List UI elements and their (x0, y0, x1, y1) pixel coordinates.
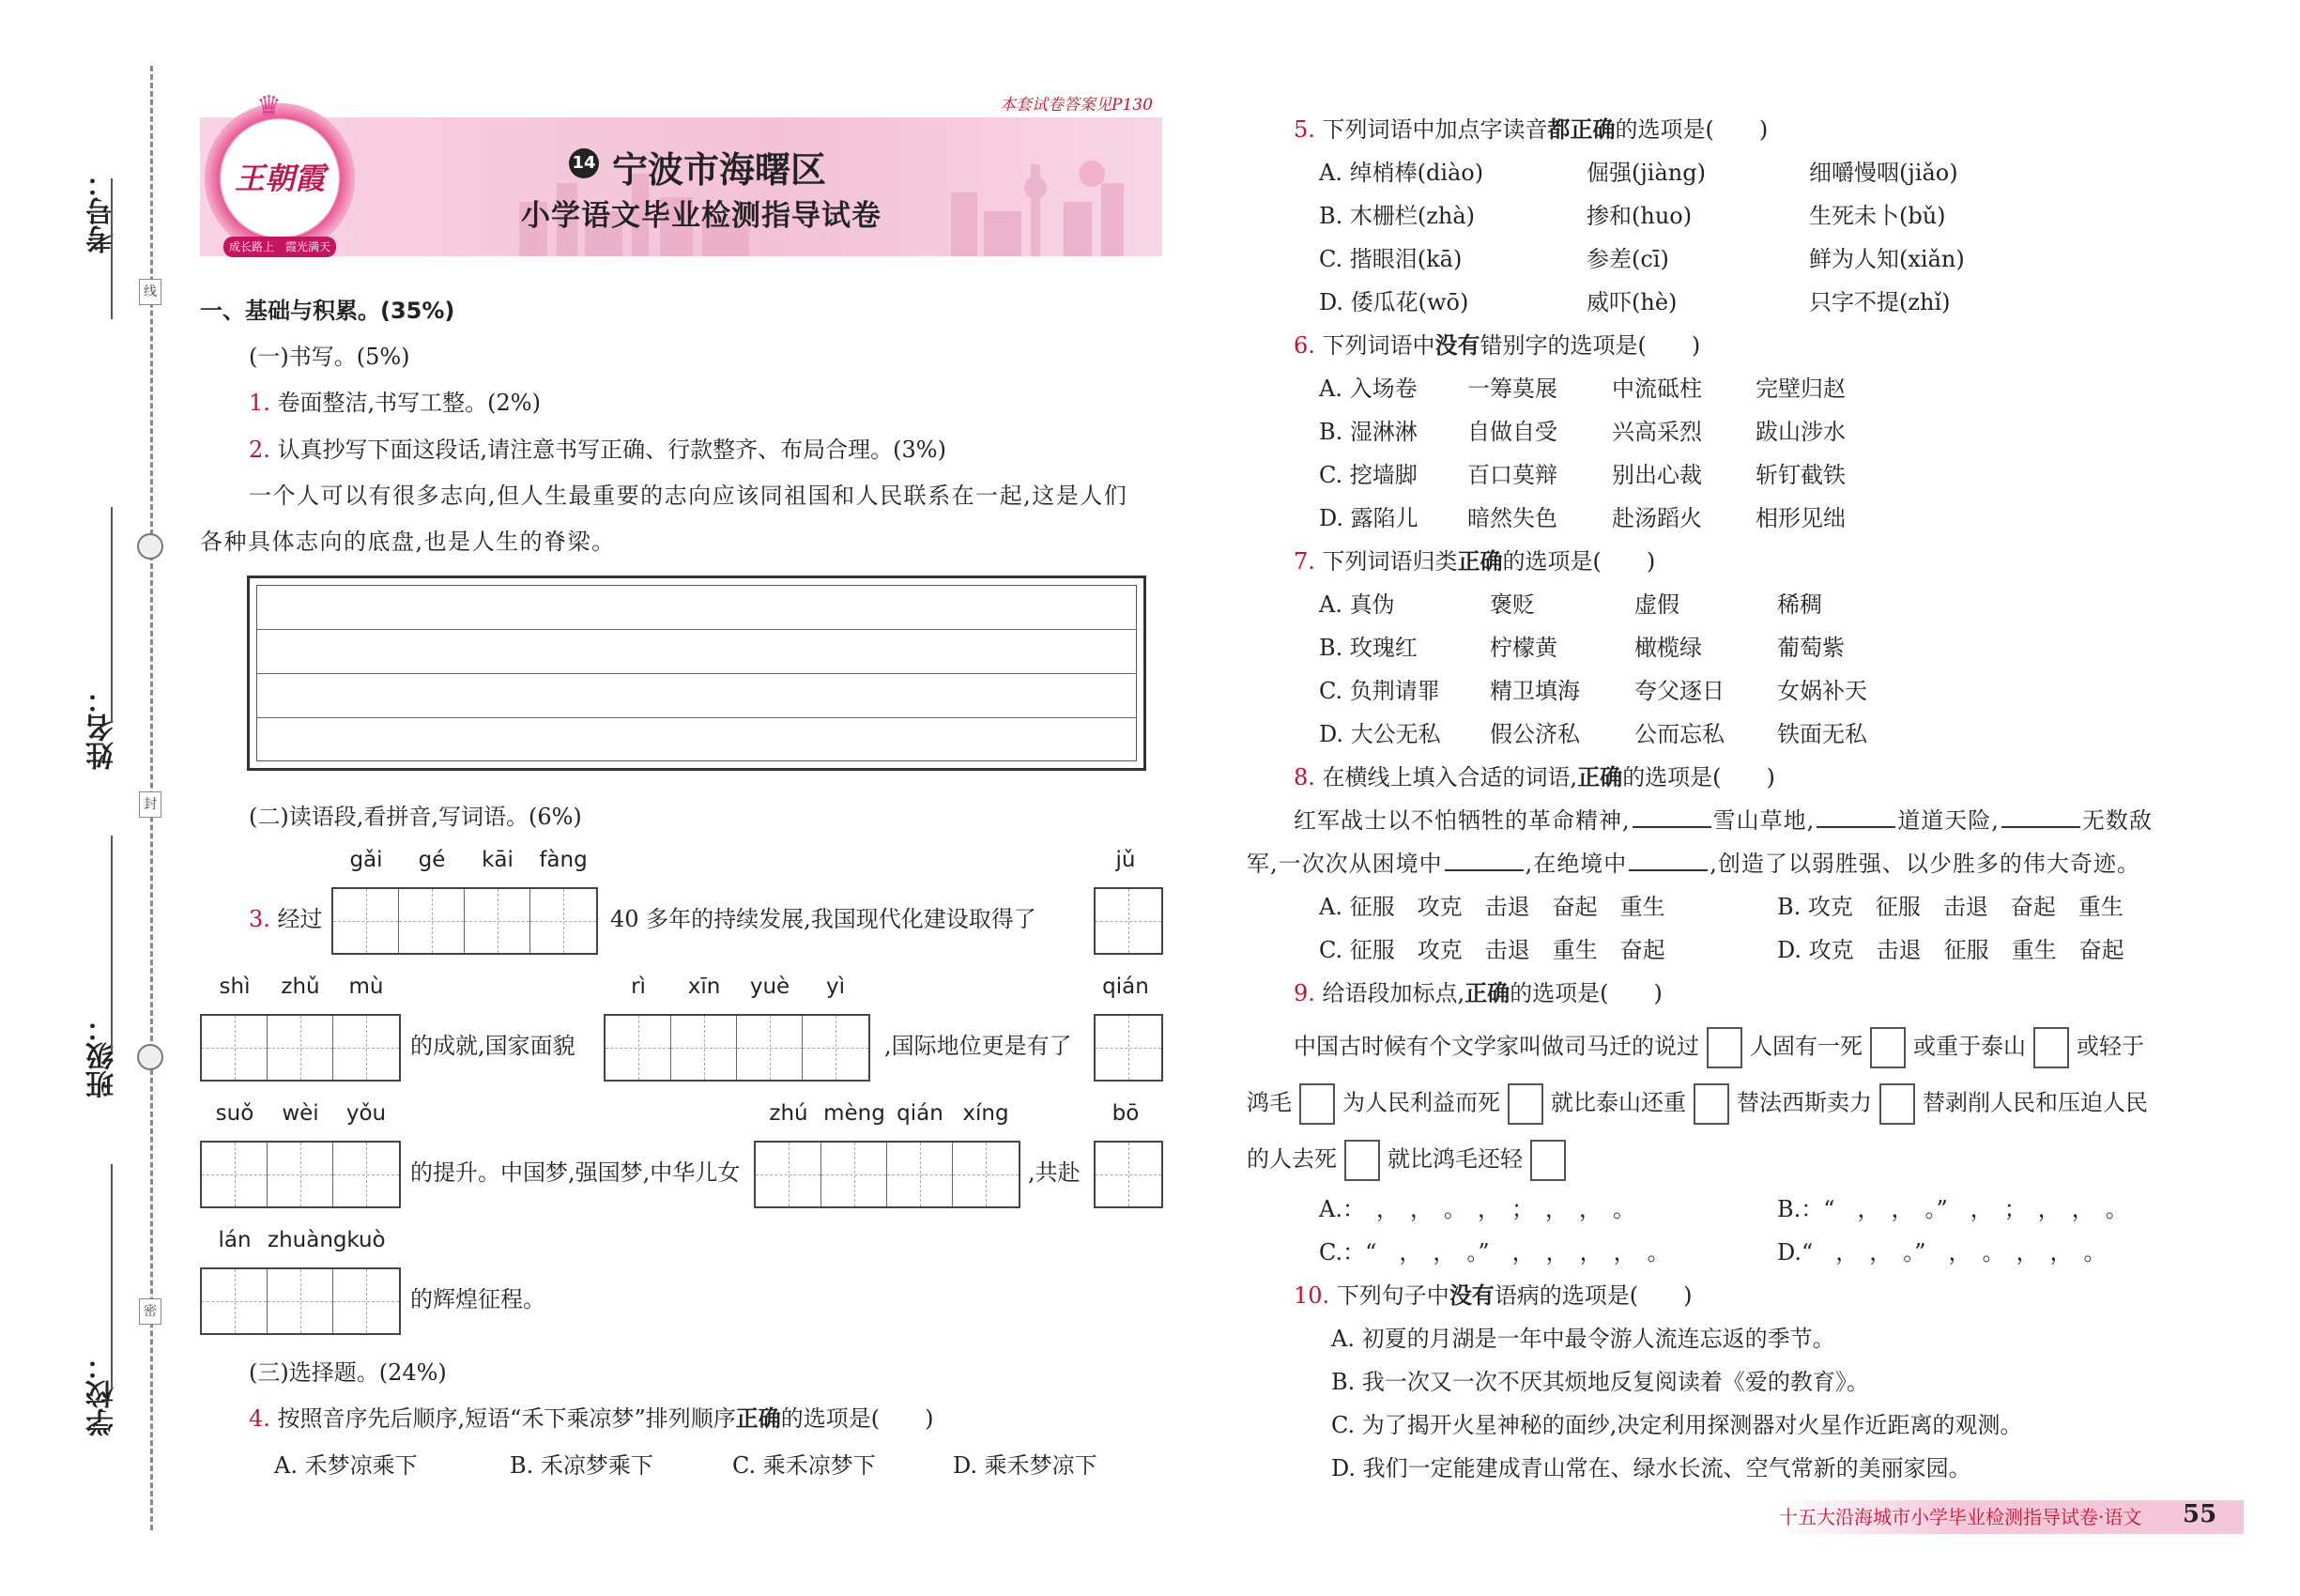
answer-grid-shizhumu[interactable] (200, 1014, 401, 1082)
punct-box[interactable] (1694, 1083, 1729, 1125)
subsection-writing: (一)书写。(5%) (249, 344, 410, 370)
q7-number: 7. (1294, 548, 1315, 575)
label-name: 姓名： (86, 685, 119, 770)
pinyin: gé (418, 848, 446, 872)
q7-option-a[interactable]: A. 真伪 (1319, 591, 1395, 618)
q1-number: 1. (249, 390, 270, 416)
answer-reference: 本套试卷答案见P130 (1000, 96, 1153, 115)
q9-passage-line-2 (1247, 1083, 2148, 1125)
q9-l2-b: 为人民利益而死 (1342, 1089, 1500, 1116)
pinyin: gǎi (349, 848, 383, 872)
exam-number-badge: 14 (569, 148, 599, 178)
q6-word: 斩钉截铁 (1756, 462, 1846, 488)
q6-word: 自做自受 (1467, 419, 1557, 445)
q6-word: 完壁归赵 (1756, 376, 1846, 402)
q7-word: 柠檬黄 (1490, 635, 1557, 661)
q5-option-b-1[interactable]: B. 木栅栏(zhà) (1319, 203, 1476, 229)
q9-option-b[interactable]: B.：“ ， ， 。” ， ； ， ， 。 (1777, 1196, 2128, 1222)
question-5 (1294, 115, 1768, 145)
punct-box[interactable] (1879, 1083, 1915, 1125)
q8-p1-b: 雪山草地, (1712, 807, 1816, 834)
q10-option-c[interactable]: C. 为了揭开火星神秘的面纱,决定利用探测器对火星作近距离的观测。 (1331, 1412, 2023, 1438)
pinyin: mù (348, 974, 384, 999)
q7-word: 橄榄绿 (1634, 635, 1702, 661)
q10-text-a: 下列句子中 (1336, 1282, 1449, 1309)
q8-p1-a: 红军战士以不怕牺牲的革命精神, (1294, 807, 1631, 834)
q4-option-d[interactable]: D. 乘禾梦凉下 (953, 1452, 1097, 1479)
answer-grid-lanzhuangkuo[interactable] (200, 1267, 401, 1335)
q7-option-d[interactable]: D. 大公无私 (1319, 721, 1441, 747)
q5-option-b-2: 掺和(huo) (1587, 203, 1693, 229)
q6-text-b: 错别字的选项是( ) (1480, 332, 1701, 359)
q8-text-a: 在横线上填入合适的词语, (1322, 764, 1578, 790)
exam-subtitle: 小学语文毕业检测指导试卷 (521, 199, 882, 233)
q8-p1-d: 无数敌 (2081, 807, 2153, 834)
q5-number: 5. (1294, 116, 1315, 143)
question-10 (1294, 1281, 1693, 1311)
q6-option-d[interactable]: D. 露陷儿 (1319, 505, 1418, 531)
q8-p2-a: 军,一次次从困境中 (1247, 851, 1443, 877)
q4-option-b[interactable]: B. 禾凉梦乘下 (510, 1452, 653, 1479)
q7-option-b[interactable]: B. 玫瑰红 (1319, 635, 1418, 661)
passage-line-1: 一个人可以有很多志向,但人生最重要的志向应该同祖国和人民联系在一起,这是人们 (249, 483, 1128, 509)
q7-word: 精卫填海 (1490, 678, 1580, 704)
brand-logo (205, 90, 355, 253)
pinyin: yuè (749, 974, 790, 999)
punct-box[interactable] (1870, 1027, 1906, 1068)
q2-number: 2. (249, 437, 270, 463)
q7-option-c[interactable]: C. 负荆请罪 (1319, 678, 1440, 704)
pinyin: lán (218, 1228, 252, 1252)
fill-blank[interactable] (1817, 806, 1895, 828)
q5-option-d-3: 只字不提(zhǐ) (1809, 289, 1951, 315)
q5-option-a-3: 细嚼慢咽(jiǎo) (1809, 160, 1958, 186)
answer-grid-bo[interactable] (1094, 1141, 1163, 1208)
q3-text-4: 的提升。中国梦,强国梦,中华儿女 (410, 1159, 741, 1186)
q8-option-c[interactable]: C. 征服 攻克 击退 重生 奋起 (1319, 937, 1665, 963)
binding-tag-line: 线 (139, 279, 161, 305)
q2-text: 认真抄写下面这段话,请注意书写正确、行款整齐、布局合理。(3%) (277, 437, 946, 463)
section-1-heading: 一、基础与积累。(35%) (200, 298, 455, 324)
q5-option-c-1[interactable]: C. 揩眼泪(kā) (1319, 246, 1463, 272)
q6-word: 跋山涉水 (1756, 419, 1846, 445)
line-name (111, 507, 113, 723)
q9-l2-d: 替法西斯卖力 (1737, 1089, 1872, 1116)
q9-l2-c: 就比泰山还重 (1551, 1089, 1686, 1116)
q6-option-b[interactable]: B. 湿淋淋 (1319, 419, 1418, 445)
crown-icon: ♛ (256, 90, 282, 123)
q7-text-b: 的选项是( ) (1502, 548, 1656, 575)
pinyin: fàng (539, 848, 588, 872)
q8-option-b[interactable]: B. 攻克 征服 击退 奋起 重生 (1777, 894, 2124, 920)
pinyin: bō (1112, 1101, 1140, 1126)
footer-title: 十五大沿海城市小学毕业检测指导试卷·语文 (1779, 1506, 2142, 1528)
q5-option-a-2: 倔强(jiàng) (1587, 160, 1706, 186)
q6-option-c[interactable]: C. 挖墙脚 (1319, 462, 1418, 488)
logo-sub1: 成长路上 (228, 240, 274, 253)
q10-option-d[interactable]: D. 我们一定能建成青山常在、绿水长流、空气常新的美丽家园。 (1331, 1455, 1971, 1481)
answer-grid-suoweiyou[interactable] (200, 1141, 401, 1208)
logo-ribbon (223, 237, 336, 257)
q9-l2-e: 替剥削人民和压迫人民 (1923, 1089, 2148, 1116)
q7-word: 夸父逐日 (1634, 678, 1725, 704)
question-6 (1294, 330, 1700, 361)
q9-option-c[interactable]: C.：“ ， ， 。” ， ， ， ， 。 (1319, 1239, 1670, 1266)
pinyin: qián (1102, 974, 1149, 999)
q8-number: 8. (1294, 764, 1315, 790)
q9-l2-a: 鸿毛 (1247, 1089, 1292, 1116)
q5-option-d-2: 威吓(hè) (1587, 289, 1678, 315)
q7-emphasis: 正确 (1457, 548, 1503, 575)
line-class (111, 836, 113, 1051)
pinyin: jǔ (1115, 848, 1136, 872)
q8-option-d[interactable]: D. 攻克 击退 征服 重生 奋起 (1777, 937, 2124, 963)
logo-text: 王朝霞 (234, 161, 325, 196)
q5-option-a-1[interactable]: A. 绰梢棒(diào) (1319, 160, 1484, 186)
question-2 (249, 435, 946, 465)
punct-box[interactable] (1707, 1027, 1742, 1068)
q7-text-a: 下列词语归类 (1322, 548, 1458, 575)
q8-p1-c: 道道天险, (1897, 807, 2000, 834)
q9-l1-d: 或轻于 (2077, 1033, 2144, 1060)
q3-lead (249, 904, 323, 934)
q3-number: 3. (249, 906, 270, 932)
q6-word: 别出心裁 (1612, 462, 1702, 488)
copy-writing-box[interactable] (247, 575, 1146, 771)
q8-emphasis: 正确 (1577, 764, 1623, 790)
logo-sub2: 霞光满天 (285, 240, 331, 253)
q10-option-b[interactable]: B. 我一次又一次不厌其烦地反复阅读着《爱的教育》。 (1331, 1369, 1869, 1395)
subsection-pinyin: (二)读语段,看拼音,写词语。(6%) (249, 804, 582, 830)
q3-text-1: 40 多年的持续发展,我国现代化建设取得了 (610, 906, 1036, 932)
pinyin: qián (897, 1101, 943, 1126)
q7-word: 公而忘私 (1634, 721, 1725, 747)
answer-grid-rixinyueyi[interactable] (604, 1014, 870, 1082)
q9-passage-line-3 (1247, 1140, 1573, 1181)
q4-option-c[interactable]: C. 乘禾凉梦下 (732, 1452, 876, 1479)
fill-blank[interactable] (1633, 806, 1711, 828)
q7-word: 稀稠 (1777, 591, 1822, 618)
q6-word: 中流砥柱 (1612, 376, 1702, 402)
pinyin: kuò (346, 1228, 386, 1252)
q9-l1-a: 中国古时候有个文学家叫做司马迁的说过 (1294, 1033, 1699, 1060)
q4-option-a[interactable]: A. 禾梦凉乘下 (274, 1452, 418, 1479)
question-4 (249, 1404, 933, 1434)
q7-word: 褒贬 (1490, 591, 1535, 618)
q4-emphasis: 正确 (735, 1405, 781, 1432)
q9-l3-a: 的人去死 (1247, 1145, 1337, 1173)
q5-option-c-2: 参差(cī) (1587, 246, 1669, 272)
q5-option-d-1[interactable]: D. 倭瓜花(wō) (1319, 289, 1469, 315)
q6-word: 相形见绌 (1756, 505, 1846, 531)
q7-word: 假公济私 (1490, 721, 1580, 747)
q6-option-a[interactable]: A. 入场卷 (1319, 376, 1418, 402)
q5-text-b: 的选项是( ) (1615, 116, 1769, 143)
punct-box[interactable] (1299, 1083, 1335, 1125)
q6-word: 一筹莫展 (1467, 376, 1557, 402)
pinyin: yì (825, 974, 845, 999)
fill-blank[interactable] (1445, 849, 1524, 871)
punct-box[interactable] (1344, 1140, 1380, 1181)
q6-word: 暗然失色 (1467, 505, 1557, 531)
q10-emphasis: 没有 (1449, 1282, 1495, 1309)
fill-blank[interactable] (1629, 849, 1708, 871)
q7-word: 女娲补天 (1777, 678, 1867, 704)
q3-text-end: 的辉煌征程。 (410, 1286, 545, 1312)
line-exam-number (111, 178, 113, 319)
binding-hole-icon (137, 1044, 163, 1070)
q8-option-a[interactable]: A. 征服 攻克 击退 奋起 重生 (1319, 894, 1665, 920)
label-class: 班级： (86, 1014, 119, 1098)
binding-hole-icon (137, 533, 163, 560)
q9-option-d[interactable]: D.“ ， ， 。” ， 。 ， ， 。 (1777, 1239, 2107, 1266)
q3-pre: 经过 (277, 906, 323, 932)
q6-emphasis: 没有 (1434, 332, 1480, 359)
q1-text: 卷面整洁,书写工整。(2%) (277, 390, 541, 416)
question-7 (1294, 546, 1655, 576)
q9-option-a[interactable]: A.： ， ， 。 ， ； ， ， 。 (1319, 1196, 1635, 1222)
q9-l1-c: 或重于泰山 (1913, 1033, 2026, 1060)
pinyin: mèng (823, 1101, 885, 1126)
pinyin: shì (219, 974, 251, 999)
q3-text-2: 的成就,国家面貌 (410, 1033, 575, 1059)
fill-blank[interactable] (2001, 806, 2080, 828)
q9-l3-b: 就比鸿毛还轻 (1388, 1145, 1523, 1173)
label-school: 学校： (86, 1352, 119, 1436)
pinyin: kāi (482, 848, 514, 872)
q4-text-b: 的选项是( ) (780, 1405, 934, 1432)
question-8 (1294, 762, 1775, 792)
q6-text-a: 下列词语中 (1322, 332, 1435, 359)
q9-passage-line-1 (1294, 1027, 2144, 1068)
writing-lines (256, 585, 1137, 761)
q10-number: 10. (1294, 1282, 1330, 1309)
q6-word: 百口莫辩 (1467, 462, 1557, 488)
subsection-choice: (三)选择题。(24%) (249, 1359, 447, 1386)
pinyin: zhuàng (268, 1228, 347, 1252)
q8-p2-b: ,在绝境中 (1525, 851, 1628, 877)
q3-text-3: ,国际地位更是有了 (884, 1033, 1072, 1059)
pinyin: yǒu (345, 1101, 387, 1126)
passage-line-2: 各种具体志向的底盘,也是人生的脊梁。 (200, 529, 616, 555)
question-1 (249, 388, 541, 418)
q4-text-a: 按照音序先后顺序,短语“禾下乘凉梦”排列顺序 (277, 1405, 736, 1432)
q9-text-a: 给语段加标点, (1322, 980, 1465, 1006)
q8-text-b: 的选项是( ) (1622, 764, 1775, 790)
q9-number: 9. (1294, 980, 1315, 1006)
binding-tag-seal: 封 (139, 791, 161, 818)
q3-text-5: ,共赴 (1028, 1159, 1081, 1186)
answer-grid-ju[interactable] (1094, 887, 1163, 955)
q9-l1-b: 人固有一死 (1750, 1033, 1863, 1060)
q7-word: 铁面无私 (1777, 721, 1867, 747)
pinyin: zhú (769, 1101, 808, 1126)
q6-word: 赴汤蹈火 (1612, 505, 1702, 531)
q5-emphasis: 都正确 (1547, 116, 1616, 143)
q6-number: 6. (1294, 332, 1315, 359)
q8-p2-c: ,创造了以弱胜强、以少胜多的伟大奇迹。 (1710, 851, 2140, 877)
punct-box[interactable] (1530, 1140, 1566, 1181)
question-9 (1294, 978, 1663, 1008)
page-number: 55 (2183, 1500, 2217, 1528)
line-school (111, 1164, 113, 1389)
pinyin: xíng (962, 1101, 1009, 1126)
answer-grid-qian[interactable] (1094, 1014, 1163, 1082)
q6-word: 兴高采烈 (1612, 419, 1702, 445)
q10-text-b: 语病的选项是( ) (1494, 1282, 1693, 1309)
q5-option-b-3: 生死未卜(bǔ) (1809, 203, 1946, 229)
pinyin: suǒ (215, 1101, 254, 1126)
pinyin: wèi (282, 1101, 319, 1126)
q9-text-b: 的选项是( ) (1510, 980, 1663, 1006)
punct-box[interactable] (1508, 1083, 1543, 1125)
q10-option-a[interactable]: A. 初夏的月湖是一年中最令游人流连忘返的季节。 (1331, 1326, 1835, 1352)
punct-box[interactable] (2033, 1027, 2069, 1068)
q8-passage-line-1 (1294, 806, 2153, 836)
answer-grid-gaige-kaifang[interactable] (331, 887, 598, 955)
pinyin: xīn (687, 974, 721, 999)
label-exam-number: 考号： (86, 169, 119, 253)
q5-text-a: 下列词语中加点字读音 (1322, 116, 1548, 143)
pinyin: zhǔ (281, 974, 320, 999)
exam-title: 宁波市海曙区 (612, 149, 827, 191)
q8-passage-line-2 (1247, 849, 2140, 879)
q9-emphasis: 正确 (1464, 980, 1510, 1006)
pinyin: rì (631, 974, 646, 999)
answer-grid-zhumengqianxing[interactable] (754, 1141, 1020, 1208)
q7-word: 虚假 (1634, 591, 1679, 618)
q5-option-c-3: 鲜为人知(xiǎn) (1809, 246, 1965, 272)
q4-number: 4. (249, 1405, 270, 1432)
q7-word: 葡萄紫 (1777, 635, 1845, 661)
binding-tag-secret: 密 (139, 1298, 161, 1325)
